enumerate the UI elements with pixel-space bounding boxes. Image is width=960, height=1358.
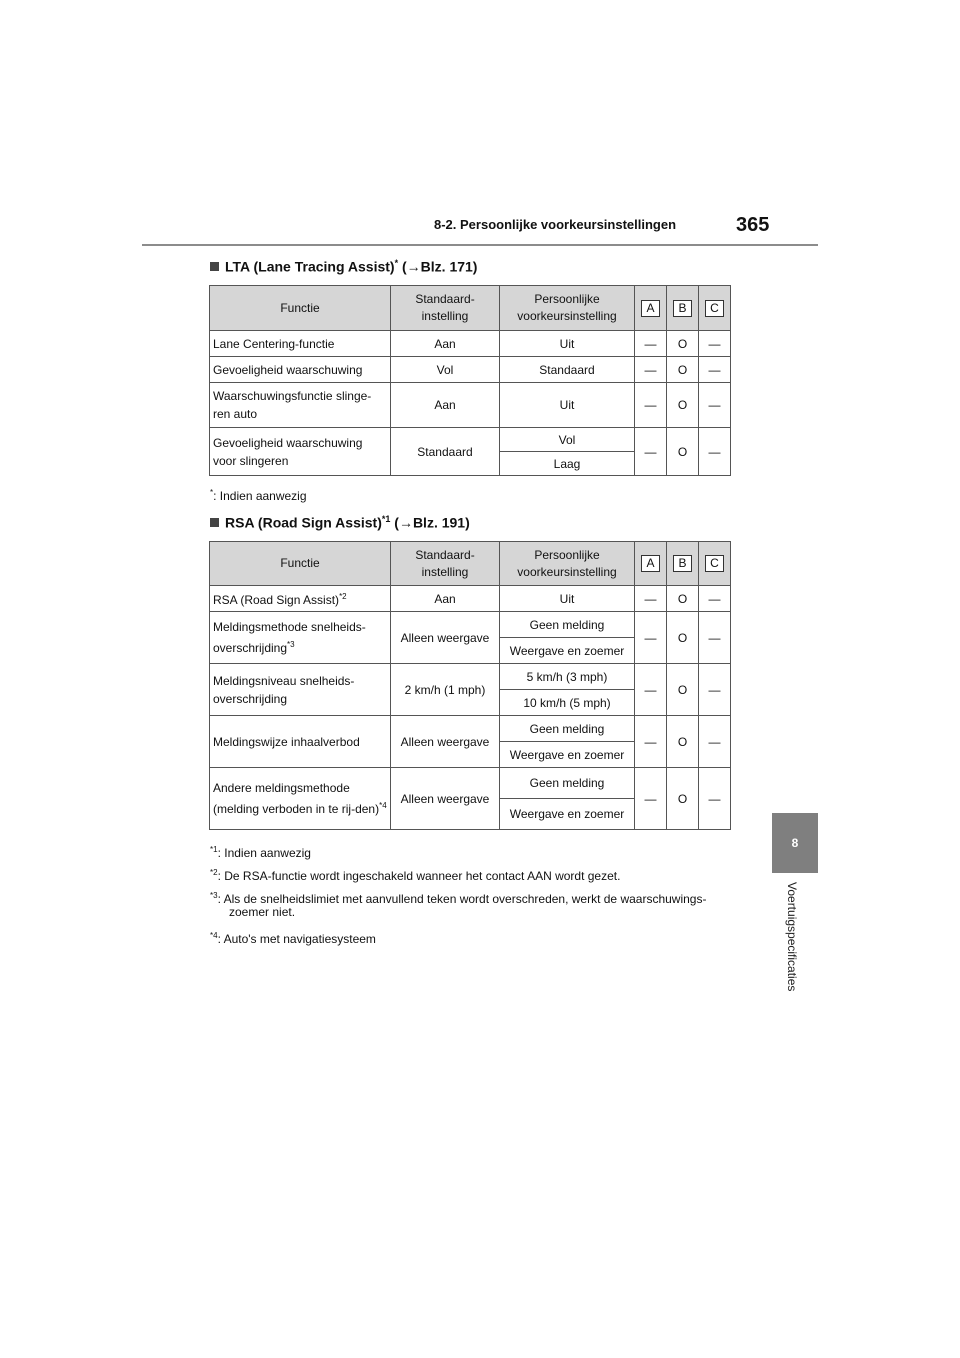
cell-functie-sup: *3: [287, 640, 295, 649]
cell-functie: [210, 612, 391, 664]
cell-persoonlijk: Weergave en zoemer: [500, 638, 635, 664]
cell-functie: Waarschuwingsfunctie slinge-ren auto: [210, 383, 391, 428]
cell-functie: Meldingswijze inhaalverbod: [210, 716, 391, 768]
rsa-heading-ref: (→Blz. 191): [390, 514, 470, 531]
cell-persoonlijk: Geen melding: [500, 716, 635, 742]
column-header-persoonlijk: Persoonlijke voorkeursinstelling: [500, 286, 635, 331]
cell-functie-sup: *4: [379, 801, 387, 810]
cell-persoonlijk: Standaard: [500, 357, 635, 383]
table-row: [210, 331, 731, 357]
cell-functie: Gevoeligheid waarschuwing voor slingeren: [210, 428, 391, 476]
cell-persoonlijk: Weergave en zoemer: [500, 742, 635, 768]
rsa-heading: [210, 514, 470, 531]
cell-persoonlijk: Weergave en zoemer: [500, 799, 635, 830]
table-row: [210, 383, 731, 428]
cell-persoonlijk: 10 km/h (5 mph): [500, 690, 635, 716]
cell-functie-text: Meldingsmethode snelheids-overschrijding: [213, 620, 366, 655]
cell-standaard: Standaard: [391, 428, 500, 476]
column-header-functie: Functie: [210, 286, 391, 331]
footnote-text: : De RSA-functie wordt ingeschakeld wanneer het contact AAN wordt gezet.: [217, 869, 621, 883]
cell-functie: Gevoeligheid waarschuwing: [210, 357, 391, 383]
cell-standaard: Aan: [391, 331, 500, 357]
lta-footnote: [210, 484, 307, 505]
cell-standaard: 2 km/h (1 mph): [391, 664, 500, 716]
cell-persoonlijk: 5 km/h (3 mph): [500, 664, 635, 690]
square-bullet-icon: [210, 262, 219, 271]
column-header-standaard: Standaard-instelling: [391, 542, 500, 586]
cell-standaard: Alleen weergave: [391, 768, 500, 830]
label-a: A: [641, 555, 660, 572]
header-rule: [142, 244, 818, 246]
rsa-footnote-4: [210, 927, 376, 948]
chapter-label: [785, 882, 809, 1012]
cell-c: —: [699, 664, 731, 716]
lta-heading-text: LTA (Lane Tracing Assist): [225, 258, 395, 275]
cell-functie: [210, 768, 391, 830]
cell-b: O: [667, 586, 699, 612]
header-section-title: 8-2. Persoonlijke voorkeursinstellingen: [434, 217, 677, 232]
cell-persoonlijk: Vol: [500, 428, 635, 452]
cell-persoonlijk: Geen melding: [500, 768, 635, 799]
cell-functie-text: Andere meldingsmethode (melding verboden in te rij-den): [213, 781, 380, 816]
table-row: [210, 768, 731, 799]
cell-persoonlijk: Uit: [500, 586, 635, 612]
column-header-functie: Functie: [210, 542, 391, 586]
label-c: C: [705, 555, 724, 572]
rsa-heading-sup: *1: [381, 514, 391, 524]
rsa-footnote-2: [210, 864, 620, 885]
column-header-c: [699, 542, 731, 586]
rsa-footnote-3-cont: zoemer niet.: [229, 905, 296, 919]
cell-functie: [210, 586, 391, 612]
cell-a: —: [635, 716, 667, 768]
rsa-heading-text: RSA (Road Sign Assist): [225, 514, 382, 531]
column-header-c: [699, 286, 731, 331]
rsa-footnote-1: [210, 841, 311, 862]
cell-functie-sup: *2: [339, 592, 347, 601]
cell-a: —: [635, 357, 667, 383]
cell-b: O: [667, 383, 699, 428]
footnote-text: : Auto's met navigatiesysteem: [217, 932, 376, 946]
footnote-mark: *: [210, 488, 214, 497]
cell-b: O: [667, 768, 699, 830]
cell-functie: Lane Centering-functie: [210, 331, 391, 357]
cell-c: —: [699, 768, 731, 830]
cell-functie-text: RSA (Road Sign Assist): [213, 593, 340, 607]
footnote-mark: *1: [210, 845, 218, 854]
cell-standaard: Alleen weergave: [391, 612, 500, 664]
cell-persoonlijk: Uit: [500, 331, 635, 357]
cell-c: —: [699, 331, 731, 357]
cell-b: O: [667, 612, 699, 664]
column-header-a: [635, 286, 667, 331]
footnote-text: : Indien aanwezig: [213, 489, 307, 503]
column-header-standaard: Standaard-instelling: [391, 286, 500, 331]
cell-persoonlijk: Uit: [500, 383, 635, 428]
label-c: C: [705, 300, 724, 317]
footnote-text: : Als de snelheidslimiet met aanvullend teken wordt overschreden, werkt de waarschuwings-: [217, 892, 707, 906]
cell-b: O: [667, 664, 699, 716]
cell-c: —: [699, 586, 731, 612]
cell-a: —: [635, 428, 667, 476]
lta-heading-ref: (→Blz. 171): [398, 258, 478, 275]
cell-standaard: Aan: [391, 383, 500, 428]
footnote-text: : Indien aanwezig: [217, 846, 311, 860]
table-row: [210, 664, 731, 690]
footnote-mark: *2: [210, 868, 218, 877]
table-row: [210, 357, 731, 383]
rsa-table: [209, 541, 731, 830]
cell-c: —: [699, 716, 731, 768]
cell-a: —: [635, 768, 667, 830]
cell-functie: Meldingsniveau snelheids-overschrijding: [210, 664, 391, 716]
cell-a: —: [635, 612, 667, 664]
table-row: [210, 428, 731, 452]
cell-a: —: [635, 383, 667, 428]
cell-a: —: [635, 331, 667, 357]
cell-a: —: [635, 586, 667, 612]
cell-b: O: [667, 428, 699, 476]
cell-persoonlijk: Geen melding: [500, 612, 635, 638]
cell-b: O: [667, 357, 699, 383]
lta-heading-sup: *: [394, 258, 399, 268]
column-header-b: [667, 286, 699, 331]
cell-standaard: Aan: [391, 586, 500, 612]
table-header-row: [210, 542, 731, 586]
cell-standaard: Alleen weergave: [391, 716, 500, 768]
cell-a: —: [635, 664, 667, 716]
cell-standaard: Vol: [391, 357, 500, 383]
cell-c: —: [699, 612, 731, 664]
chapter-tab: 8: [772, 813, 818, 873]
cell-b: O: [667, 331, 699, 357]
lta-heading: [210, 258, 477, 275]
footnote-mark: *4: [210, 931, 218, 940]
table-header-row: [210, 286, 731, 331]
column-header-b: [667, 542, 699, 586]
page-number: 365: [736, 214, 770, 236]
table-row: [210, 612, 731, 638]
label-b: B: [673, 300, 692, 317]
label-b: B: [673, 555, 692, 572]
square-bullet-icon: [210, 518, 219, 527]
table-row: [210, 586, 731, 612]
cell-c: —: [699, 428, 731, 476]
footnote-mark: *3: [210, 891, 218, 900]
cell-c: —: [699, 383, 731, 428]
label-a: A: [641, 300, 660, 317]
table-row: [210, 716, 731, 742]
column-header-a: [635, 542, 667, 586]
chapter-label-text: Voertuigspecificaties: [785, 882, 799, 992]
lta-table: [209, 285, 731, 476]
cell-b: O: [667, 716, 699, 768]
column-header-persoonlijk: Persoonlijke voorkeursinstelling: [500, 542, 635, 586]
cell-c: —: [699, 357, 731, 383]
cell-persoonlijk: Laag: [500, 452, 635, 476]
